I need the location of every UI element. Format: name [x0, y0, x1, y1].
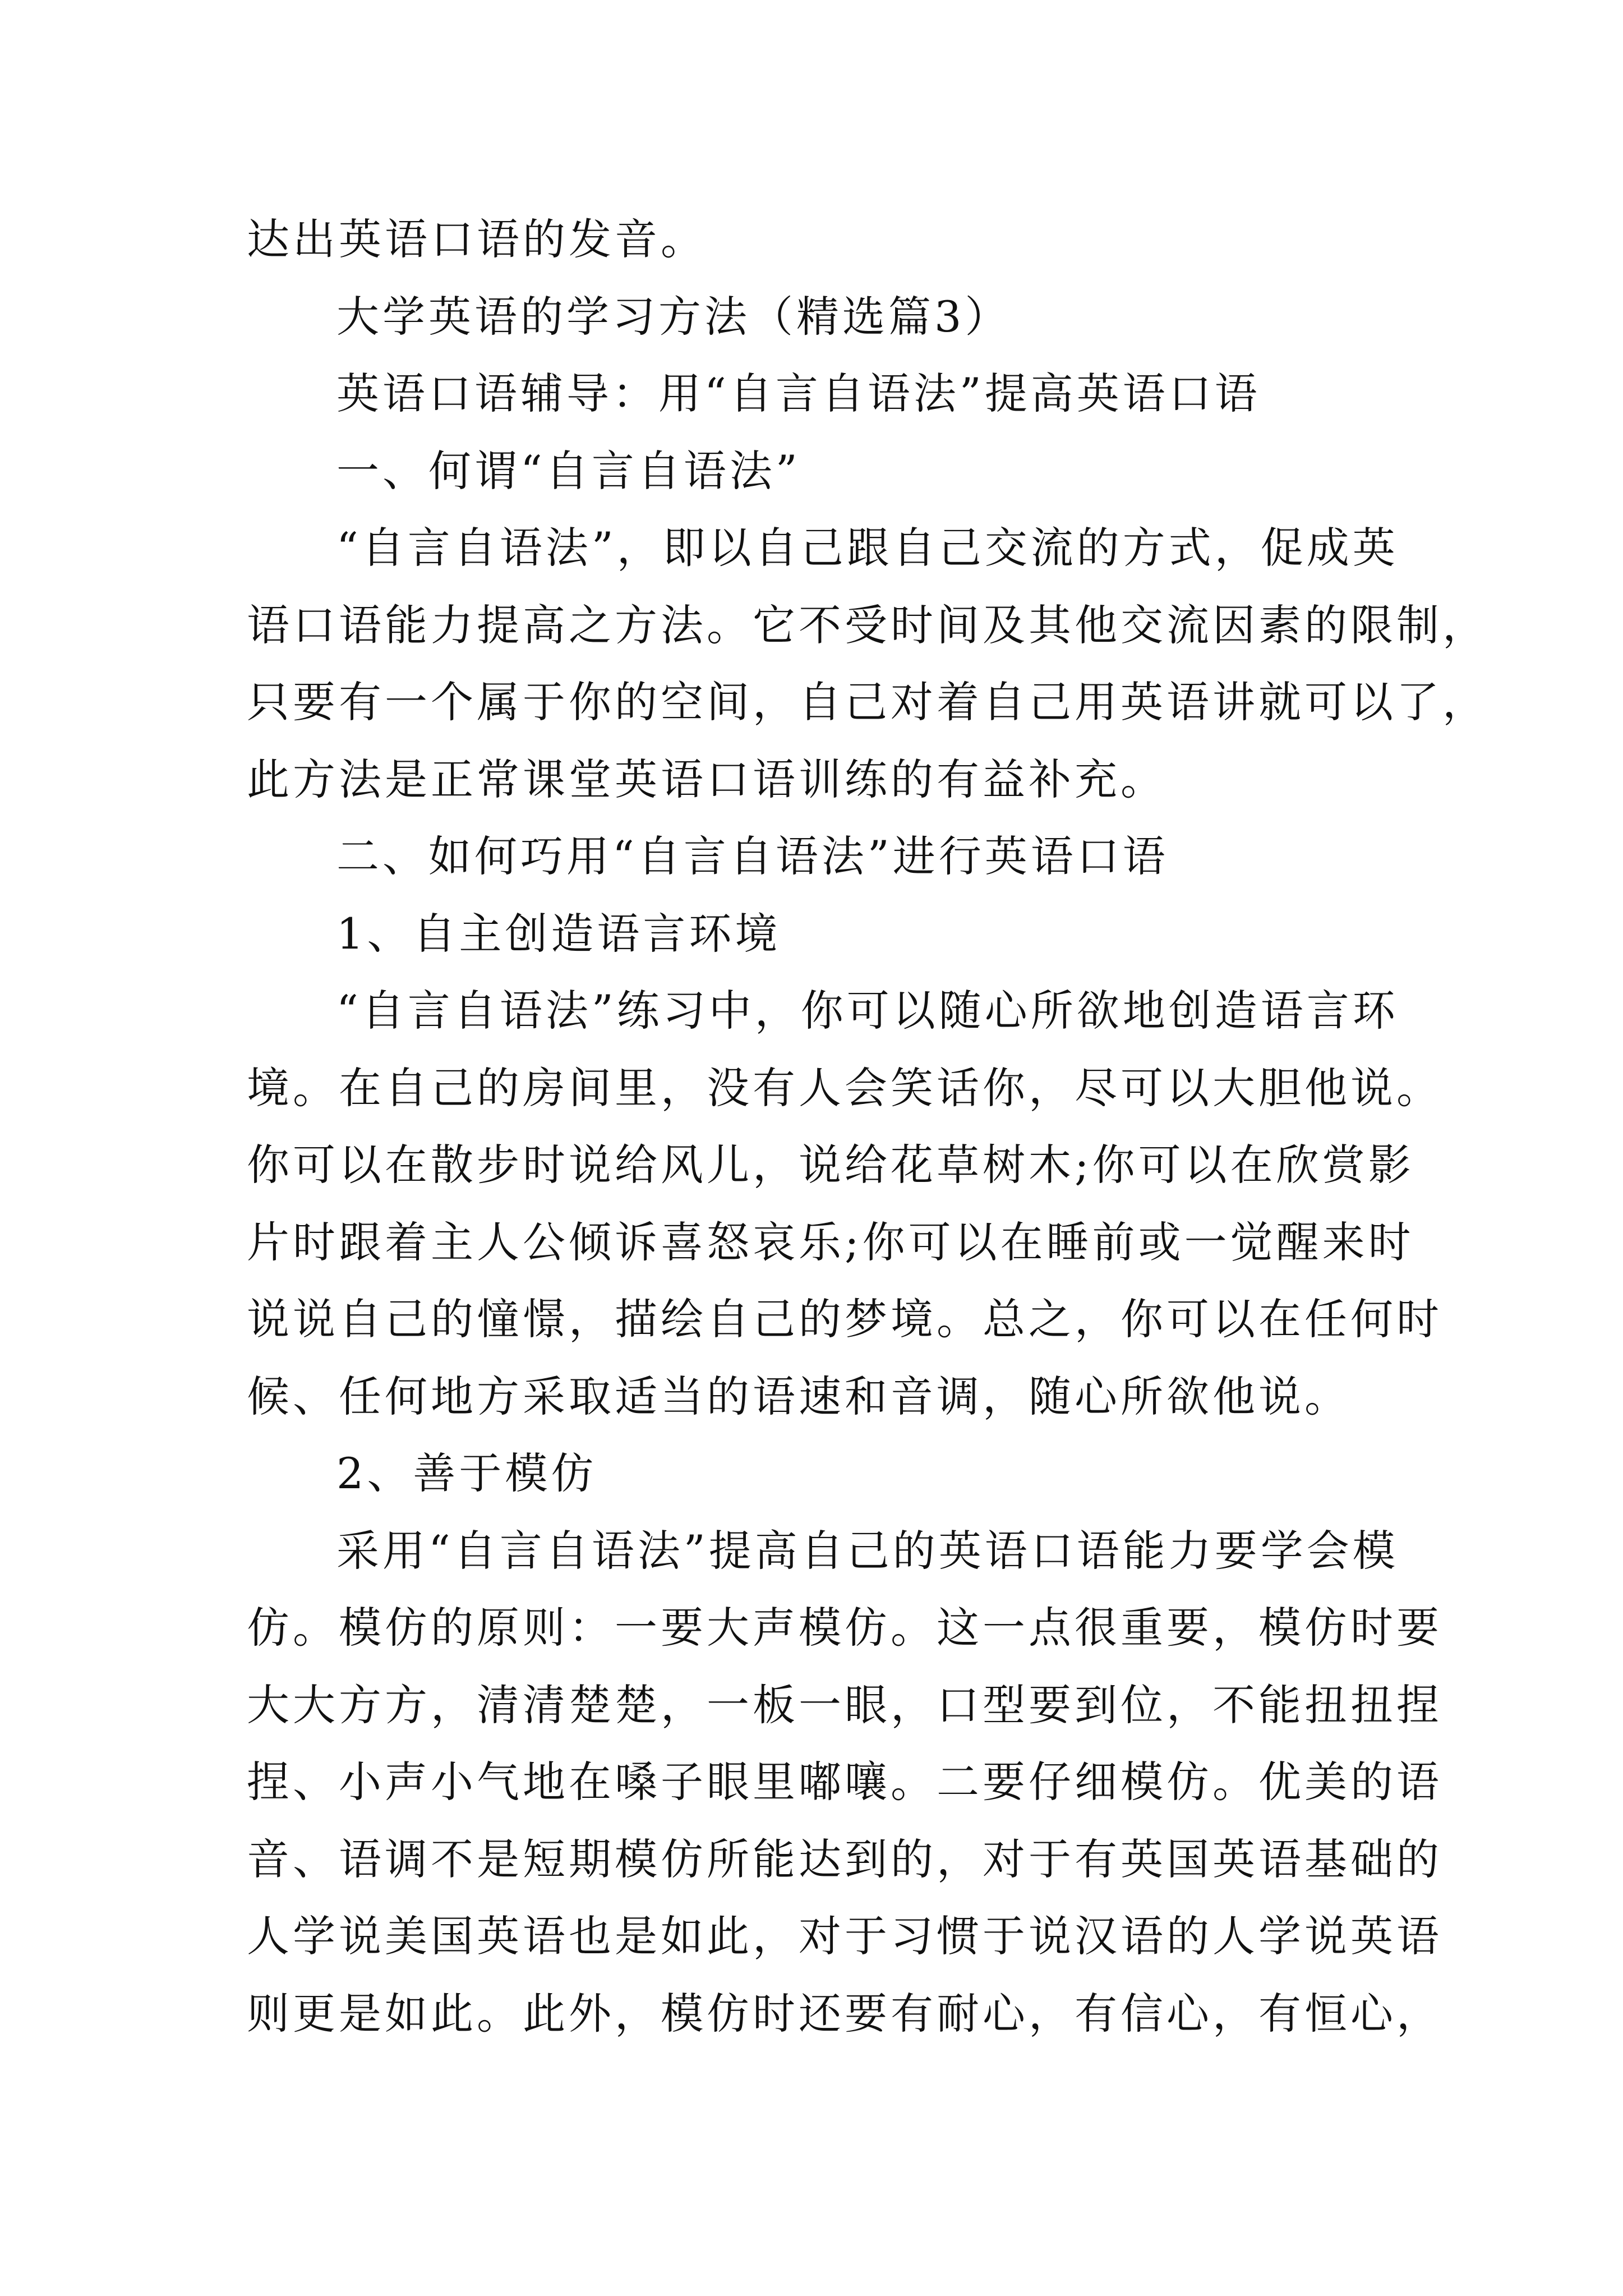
text-line: 候、任何地方采取适当的语速和音调，随心所欲他说。 [247, 1371, 1350, 1421]
text-line: “自言自语法”，即以自己跟自己交流的方式，促成英 [336, 523, 1399, 573]
text-line: 此方法是正常课堂英语口语训练的有益补充。 [247, 754, 1166, 804]
text-line: “自言自语法”练习中，你可以随心所欲地创造语言环 [336, 986, 1399, 1036]
text-line: 达出英语口语的发音。 [247, 214, 707, 264]
text-line: 片时跟着主人公倾诉喜怒哀乐;你可以在睡前或一觉醒来时 [247, 1217, 1414, 1267]
text-line: 大大方方，清清楚楚，一板一眼，口型要到位，不能扭扭捏 [247, 1680, 1442, 1730]
text-line: 语口语能力提高之方法。它不受时间及其他交流因素的限制， [247, 600, 1488, 650]
text-line: 只要有一个属于你的空间，自己对着自己用英语讲就可以了， [247, 677, 1488, 727]
document-body [247, 201, 1488, 2052]
text-line: 一、何谓“自言自语法” [336, 445, 801, 496]
text-line: 则更是如此。此外，模仿时还要有耐心，有信心，有恒心， [247, 1988, 1442, 2039]
text-line: 说说自己的憧憬，描绘自己的梦境。总之，你可以在任何时 [247, 1294, 1442, 1344]
text-line: 音、语调不是短期模仿所能达到的，对于有英国英语基础的 [247, 1834, 1442, 1884]
text-line: 人学说美国英语也是如此，对于习惯于说汉语的人学说英语 [247, 1911, 1442, 1961]
text-line: 二、如何巧用“自言自语法”进行英语口语 [336, 831, 1169, 881]
text-line: 2、善于模仿 [336, 1448, 597, 1498]
text-line: 仿。模仿的原则：一要大声模仿。这一点很重要，模仿时要 [247, 1603, 1442, 1653]
text-line: 采用“自言自语法”提高自己的英语口语能力要学会模 [336, 1525, 1399, 1576]
text-line: 境。在自己的房间里，没有人会笑话你，尽可以大胆他说。 [247, 1062, 1442, 1113]
text-line: 捏、小声小气地在嗓子眼里嘟嚷。二要仔细模仿。优美的语 [247, 1757, 1442, 1807]
text-line: 你可以在散步时说给风儿，说给花草树木;你可以在欣赏影 [247, 1140, 1414, 1190]
text-line: 1、自主创造语言环境 [336, 908, 781, 959]
text-line: 英语口语辅导：用“自言自语法”提高英语口语 [336, 369, 1261, 418]
text-line: 大学英语的学习方法（精选篇3） [336, 291, 1011, 342]
